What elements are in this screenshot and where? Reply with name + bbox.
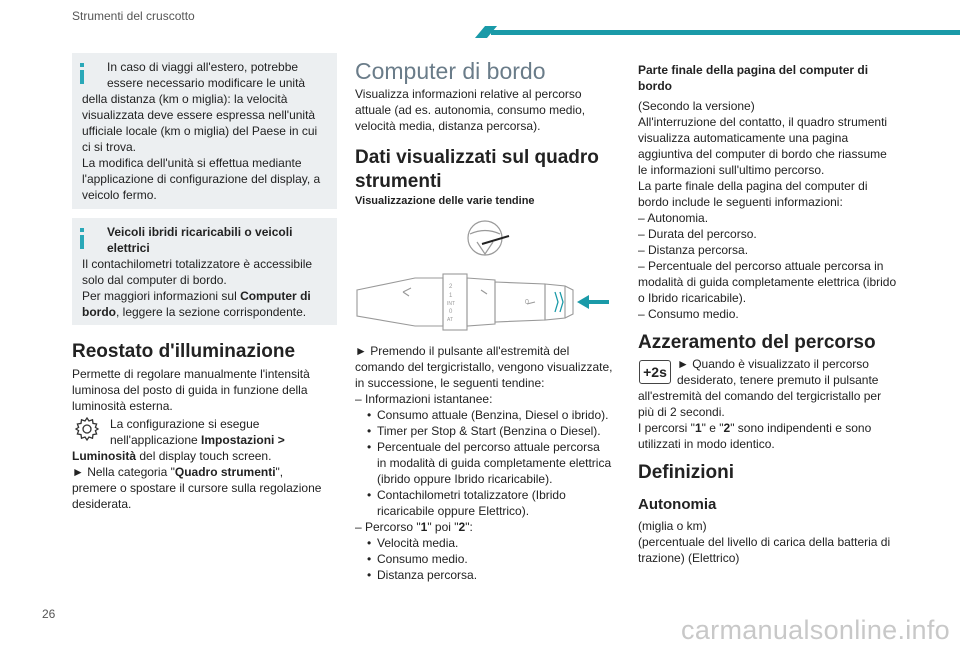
text-line: In caso di viaggi all'estero, potrebbe bbox=[107, 60, 299, 74]
text-line: all'estremità del comando del tergicristallo per bbox=[638, 389, 882, 403]
info-title: elettrici bbox=[107, 241, 150, 255]
info-box-hybrid bbox=[72, 218, 337, 325]
text-line: utilizzati in modo identico. bbox=[638, 437, 775, 451]
text-line: – Consumo medio. bbox=[638, 307, 739, 321]
running-header: Strumenti del cruscotto bbox=[72, 9, 195, 23]
text-line: essere necessario modificare le unità bbox=[107, 76, 306, 90]
text-line: (percentuale del livello di carica della batteria di bbox=[638, 535, 891, 549]
text-line: ci si trova. bbox=[82, 140, 137, 154]
text-line: – Percentuale del percorso attuale percorsa in bbox=[638, 259, 884, 273]
text-line: bordo include le seguenti informazioni: bbox=[638, 195, 843, 209]
svg-text:AT: AT bbox=[447, 317, 454, 323]
hold-2s-icon: +2s bbox=[639, 360, 671, 384]
list-item: • Distanza percorsa. bbox=[367, 567, 625, 583]
trip-list bbox=[367, 535, 625, 583]
text-line: desiderato, tenere premuto il pulsante bbox=[677, 373, 879, 387]
text-line: – Durata del percorso. bbox=[638, 227, 757, 241]
text-line: l'applicazione di configurazione del display, a bbox=[82, 172, 321, 186]
text-line: velocità media, distanza percorsa). bbox=[355, 119, 541, 133]
text-line: nell'applicazione Impostazioni > bbox=[110, 433, 285, 447]
section-title-rheostat: Reostato d'illuminazione bbox=[72, 341, 296, 362]
settings-gear-icon bbox=[74, 416, 100, 442]
instant-info-list bbox=[367, 407, 625, 519]
page-number: 26 bbox=[42, 607, 56, 621]
text-line: La parte finale della pagina del computer di bbox=[638, 179, 868, 193]
text-line: La configurazione si esegue bbox=[110, 417, 260, 431]
text-line: visualizza automaticamente una pagina bbox=[638, 131, 849, 145]
svg-text:0: 0 bbox=[525, 299, 529, 306]
heading-displayed-data: Dati visualizzati sul quadro strumenti bbox=[355, 147, 599, 192]
section-title-reset: Azzeramento del percorso bbox=[638, 332, 876, 353]
text-line: – Distanza percorsa. bbox=[638, 243, 749, 257]
text-line: La modifica dell'unità si effettua mediante bbox=[82, 156, 302, 170]
text-line: – Percorso "1" poi "2": bbox=[355, 520, 473, 534]
list-item: • Timer per Stop & Start (Benzina o Diesel). bbox=[367, 423, 625, 439]
text-line: (Secondo la versione) bbox=[638, 99, 755, 113]
text-line: All'interruzione del contatto, il quadro strumenti bbox=[638, 115, 888, 129]
text-line: ► Premendo il pulsante all'estremità del bbox=[355, 344, 570, 358]
header-accent-bar bbox=[491, 30, 960, 35]
text-line: ► Nella categoria "Quadro strumenti", bbox=[72, 465, 284, 479]
section-title-definitions: Definizioni bbox=[638, 462, 735, 483]
svg-text:INT: INT bbox=[447, 301, 456, 307]
text-line: aggiuntiva del computer di bordo che riassume bbox=[638, 147, 887, 161]
info-box-abroad bbox=[72, 53, 337, 209]
info-icon bbox=[80, 228, 84, 232]
text-line: modalità di guida completamente elettrica (ibrido bbox=[638, 275, 897, 289]
text-line: Permette di regolare manualmente l'intensità bbox=[72, 367, 310, 381]
text-line: desiderata. bbox=[72, 497, 132, 511]
svg-text:2: 2 bbox=[449, 284, 453, 290]
list-item: • Consumo attuale (Benzina, Diesel o ibrido). bbox=[367, 407, 625, 423]
text-line: o Ibrido ricaricabile). bbox=[638, 291, 747, 305]
section-title-trip-computer: Computer di bordo bbox=[355, 58, 546, 84]
text-line: in successione, le seguenti tendine: bbox=[355, 376, 545, 390]
wiper-stalk-illustration bbox=[355, 212, 615, 337]
text-line: ► Quando è visualizzato il percorso bbox=[677, 357, 869, 371]
subheading-autonomy: Autonomia bbox=[638, 496, 717, 513]
watermark: carmanualsonline.info bbox=[681, 615, 950, 645]
list-item: • Velocità media. bbox=[367, 535, 625, 551]
text-line: I percorsi "1" e "2" sono indipendenti e sono bbox=[638, 421, 872, 435]
list-item: • Consumo medio. bbox=[367, 551, 625, 567]
list-item: • Percentuale del percorso attuale percorsa in modalità di guida completamente elettrica (ibrido oppure Ibrido ricaricabile). bbox=[367, 439, 625, 487]
text-line: comando del tergicristallo, vengono visualizzate, bbox=[355, 360, 613, 374]
svg-text:0: 0 bbox=[449, 309, 453, 315]
text-line: Luminosità del display touch screen. bbox=[72, 449, 272, 463]
text-line: ufficiale locale (km o miglia) del Paese in cui bbox=[82, 124, 318, 138]
text-line: visualizzata deve essere espressa nell'unità bbox=[82, 108, 316, 122]
text-line: della distanza (km o miglia): la velocità bbox=[82, 92, 288, 106]
text-line: bordo, leggere la sezione corrispondente. bbox=[82, 305, 307, 319]
text-line: (miglia o km) bbox=[638, 519, 707, 533]
press-arrow-icon bbox=[577, 295, 609, 309]
text-line: trazione) (Elettrico) bbox=[638, 551, 740, 565]
text-line: Il contachilometri totalizzatore è accessibile bbox=[82, 257, 313, 271]
info-title: Veicoli ibridi ricaricabili o veicoli bbox=[107, 225, 293, 239]
text-line: solo dal computer di bordo. bbox=[82, 273, 227, 287]
text-line: le informazioni sull'ultimo percorso. bbox=[638, 163, 825, 177]
text-line: Visualizza informazioni relative al percorso bbox=[355, 87, 582, 101]
list-item: • Contachilometri totalizzatore (Ibrido ricaricabile oppure Elettrico). bbox=[367, 487, 625, 519]
info-icon bbox=[80, 63, 84, 67]
text-line: veicolo fermo. bbox=[82, 188, 157, 202]
text-line: – Autonomia. bbox=[638, 211, 709, 225]
subheading-panels: Visualizzazione delle varie tendine bbox=[355, 195, 535, 207]
text-line: attuale (ad es. autonomia, consumo medio, bbox=[355, 103, 586, 117]
text-line: – Informazioni istantanee: bbox=[355, 392, 493, 406]
text-line: più di 2 secondi. bbox=[638, 405, 725, 419]
heading-end-page: Parte finale della pagina del computer di bordo bbox=[638, 63, 869, 93]
svg-text:1: 1 bbox=[449, 293, 453, 299]
text-line: luminosità esterna. bbox=[72, 399, 173, 413]
text-line: luminosa del posto di guida in funzione della bbox=[72, 383, 308, 397]
text-line: premere o spostare il cursore sulla regolazione bbox=[72, 481, 322, 495]
text-line: Per maggiori informazioni sul Computer di bbox=[82, 289, 311, 303]
